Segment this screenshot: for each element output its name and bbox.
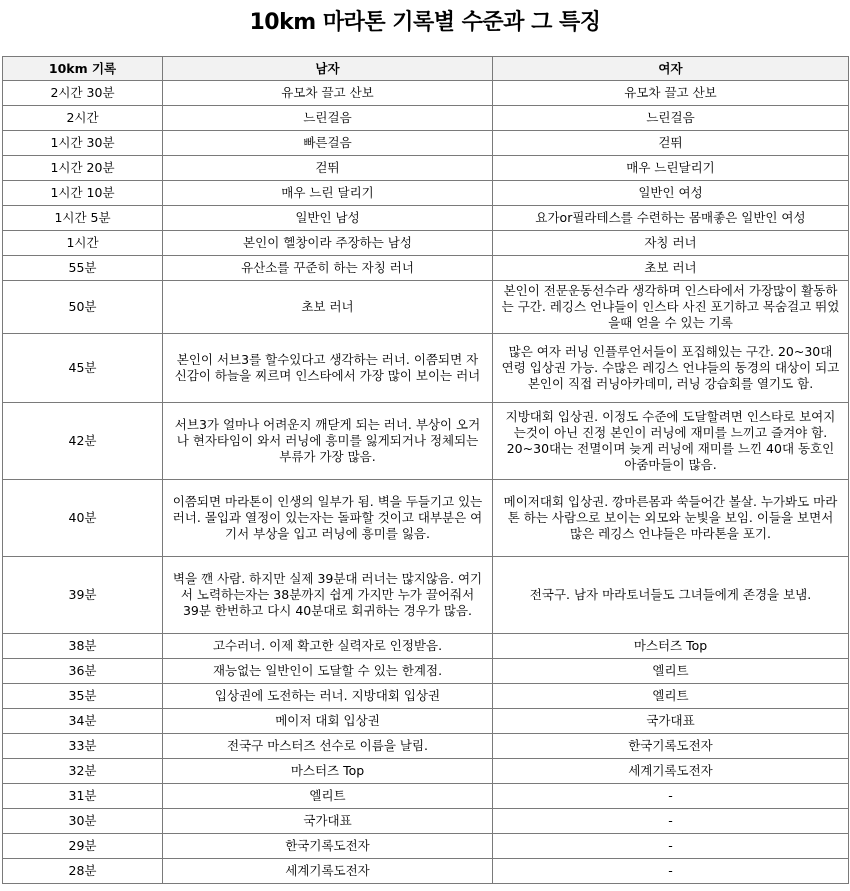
female-cell: 요가or필라테스를 수련하는 몸매좋은 일반인 여성 [493, 206, 849, 231]
female-cell: 일반인 여성 [493, 181, 849, 206]
time-cell: 1시간 [3, 231, 163, 256]
records-table [2, 56, 849, 884]
time-cell: 1시간 10분 [3, 181, 163, 206]
time-cell: 50분 [3, 281, 163, 334]
time-cell: 55분 [3, 256, 163, 281]
time-cell: 31분 [3, 784, 163, 809]
male-cell: 재능없는 일반인이 도달할 수 있는 한계점. [163, 659, 493, 684]
table-row [3, 81, 849, 106]
table-row [3, 809, 849, 834]
time-cell: 36분 [3, 659, 163, 684]
male-cell: 느린걸음 [163, 106, 493, 131]
male-cell: 매우 느린 달리기 [163, 181, 493, 206]
table-row [3, 281, 849, 334]
female-cell: 초보 러너 [493, 256, 849, 281]
male-cell: 세계기록도전자 [163, 859, 493, 884]
female-cell: 유모차 끌고 산보 [493, 81, 849, 106]
table-row [3, 106, 849, 131]
header-male: 남자 [163, 57, 493, 81]
male-cell: 유모차 끌고 산보 [163, 81, 493, 106]
table-row [3, 709, 849, 734]
female-cell: 엘리트 [493, 684, 849, 709]
male-cell: 본인이 헬창이라 주장하는 남성 [163, 231, 493, 256]
table-row [3, 684, 849, 709]
table-row [3, 634, 849, 659]
table-row [3, 759, 849, 784]
table-row [3, 734, 849, 759]
time-cell: 29분 [3, 834, 163, 859]
female-cell: - [493, 859, 849, 884]
female-cell: 걷뛰 [493, 131, 849, 156]
table-row [3, 256, 849, 281]
female-cell: 본인이 전문운동선수라 생각하며 인스타에서 가장많이 활동하는 구간. 레깅스 언냐들이 인스타 사진 포기하고 목숨걸고 뛰었을때 얻을 수 있는 기록 [493, 281, 849, 334]
male-cell: 국가대표 [163, 809, 493, 834]
time-cell: 1시간 5분 [3, 206, 163, 231]
page-title: 10km 마라톤 기록별 수준과 그 특징 [249, 10, 601, 35]
male-cell: 빠른걸음 [163, 131, 493, 156]
time-cell: 42분 [3, 403, 163, 480]
header-time: 10km 기록 [3, 57, 163, 81]
table-row [3, 131, 849, 156]
female-cell: 매우 느린달리기 [493, 156, 849, 181]
female-cell: 세계기록도전자 [493, 759, 849, 784]
time-cell: 2시간 30분 [3, 81, 163, 106]
female-cell: - [493, 784, 849, 809]
male-cell: 본인이 서브3를 할수있다고 생각하는 러너. 이쯤되면 자신감이 하늘을 찌르며 인스타에서 가장 많이 보이는 러너 [163, 334, 493, 403]
male-cell: 메이저 대회 입상권 [163, 709, 493, 734]
male-cell: 고수러너. 이제 확고한 실력자로 인정받음. [163, 634, 493, 659]
table-row [3, 181, 849, 206]
table-body [3, 81, 849, 884]
time-cell: 1시간 20분 [3, 156, 163, 181]
male-cell: 한국기록도전자 [163, 834, 493, 859]
table-row [3, 557, 849, 634]
table-row [3, 784, 849, 809]
female-cell: - [493, 809, 849, 834]
female-cell: 지방대회 입상권. 이정도 수준에 도달할려면 인스타로 보여지는것이 아닌 진정 본인이 러닝에 재미를 느끼고 즐겨야 함. 20~30대는 전멸이며 늦게 러닝에 재미를 느낀 40대 동호인 아줌마들이 많음. [493, 403, 849, 480]
female-cell: 자칭 러너 [493, 231, 849, 256]
male-cell: 일반인 남성 [163, 206, 493, 231]
time-cell: 33분 [3, 734, 163, 759]
time-cell: 34분 [3, 709, 163, 734]
female-cell: 많은 여자 러닝 인플루언서들이 포집해있는 구간. 20~30대 연령 입상권 가능. 수많은 레깅스 언냐들의 동경의 대상이 되고 본인이 직접 러닝아카데미, 러닝 강습회를 열기도 함. [493, 334, 849, 403]
table-row [3, 206, 849, 231]
table-row [3, 480, 849, 557]
male-cell: 이쯤되면 마라톤이 인생의 일부가 됨. 벽을 두들기고 있는 러너. 몰입과 열정이 있는자는 돌파할 것이고 대부분은 여기서 부상을 입고 러닝에 흥미를 잃음. [163, 480, 493, 557]
male-cell: 입상권에 도전하는 러너. 지방대회 입상권 [163, 684, 493, 709]
table-header-row [3, 57, 849, 81]
table-row [3, 231, 849, 256]
time-cell: 38분 [3, 634, 163, 659]
time-cell: 32분 [3, 759, 163, 784]
male-cell: 벽을 깬 사람. 하지만 실제 39분대 러너는 많지않음. 여기서 노력하는자는 38분까지 쉽게 가지만 누가 끌어줘서 39분 한번하고 다시 40분대로 회귀하는 경우가 많음. [163, 557, 493, 634]
female-cell: 국가대표 [493, 709, 849, 734]
time-cell: 1시간 30분 [3, 131, 163, 156]
table-row [3, 334, 849, 403]
male-cell: 엘리트 [163, 784, 493, 809]
female-cell: 메이저대회 입상권. 깡마른몸과 쑥들어간 볼살. 누가봐도 마라톤 하는 사람으로 보이는 외모와 눈빛을 보임. 이들을 보면서 많은 레깅스 언냐들은 마라톤을 포기. [493, 480, 849, 557]
male-cell: 초보 러너 [163, 281, 493, 334]
time-cell: 40분 [3, 480, 163, 557]
male-cell: 걷뛰 [163, 156, 493, 181]
time-cell: 45분 [3, 334, 163, 403]
female-cell: 느린걸음 [493, 106, 849, 131]
male-cell: 서브3가 얼마나 어려운지 깨닫게 되는 러너. 부상이 오거나 현자타임이 와서 러닝에 흥미를 잃게되거나 정체되는 부류가 가장 많음. [163, 403, 493, 480]
header-female: 여자 [493, 57, 849, 81]
time-cell: 28분 [3, 859, 163, 884]
table-row [3, 859, 849, 884]
table-row [3, 834, 849, 859]
table-row [3, 156, 849, 181]
table-row [3, 403, 849, 480]
time-cell: 35분 [3, 684, 163, 709]
time-cell: 39분 [3, 557, 163, 634]
male-cell: 마스터즈 Top [163, 759, 493, 784]
female-cell: 마스터즈 Top [493, 634, 849, 659]
female-cell: 엘리트 [493, 659, 849, 684]
time-cell: 30분 [3, 809, 163, 834]
male-cell: 전국구 마스터즈 선수로 이름을 날림. [163, 734, 493, 759]
female-cell: 전국구. 남자 마라토너들도 그녀들에게 존경을 보냄. [493, 557, 849, 634]
female-cell: - [493, 834, 849, 859]
male-cell: 유산소를 꾸준히 하는 자칭 러너 [163, 256, 493, 281]
time-cell: 2시간 [3, 106, 163, 131]
female-cell: 한국기록도전자 [493, 734, 849, 759]
table-row [3, 659, 849, 684]
